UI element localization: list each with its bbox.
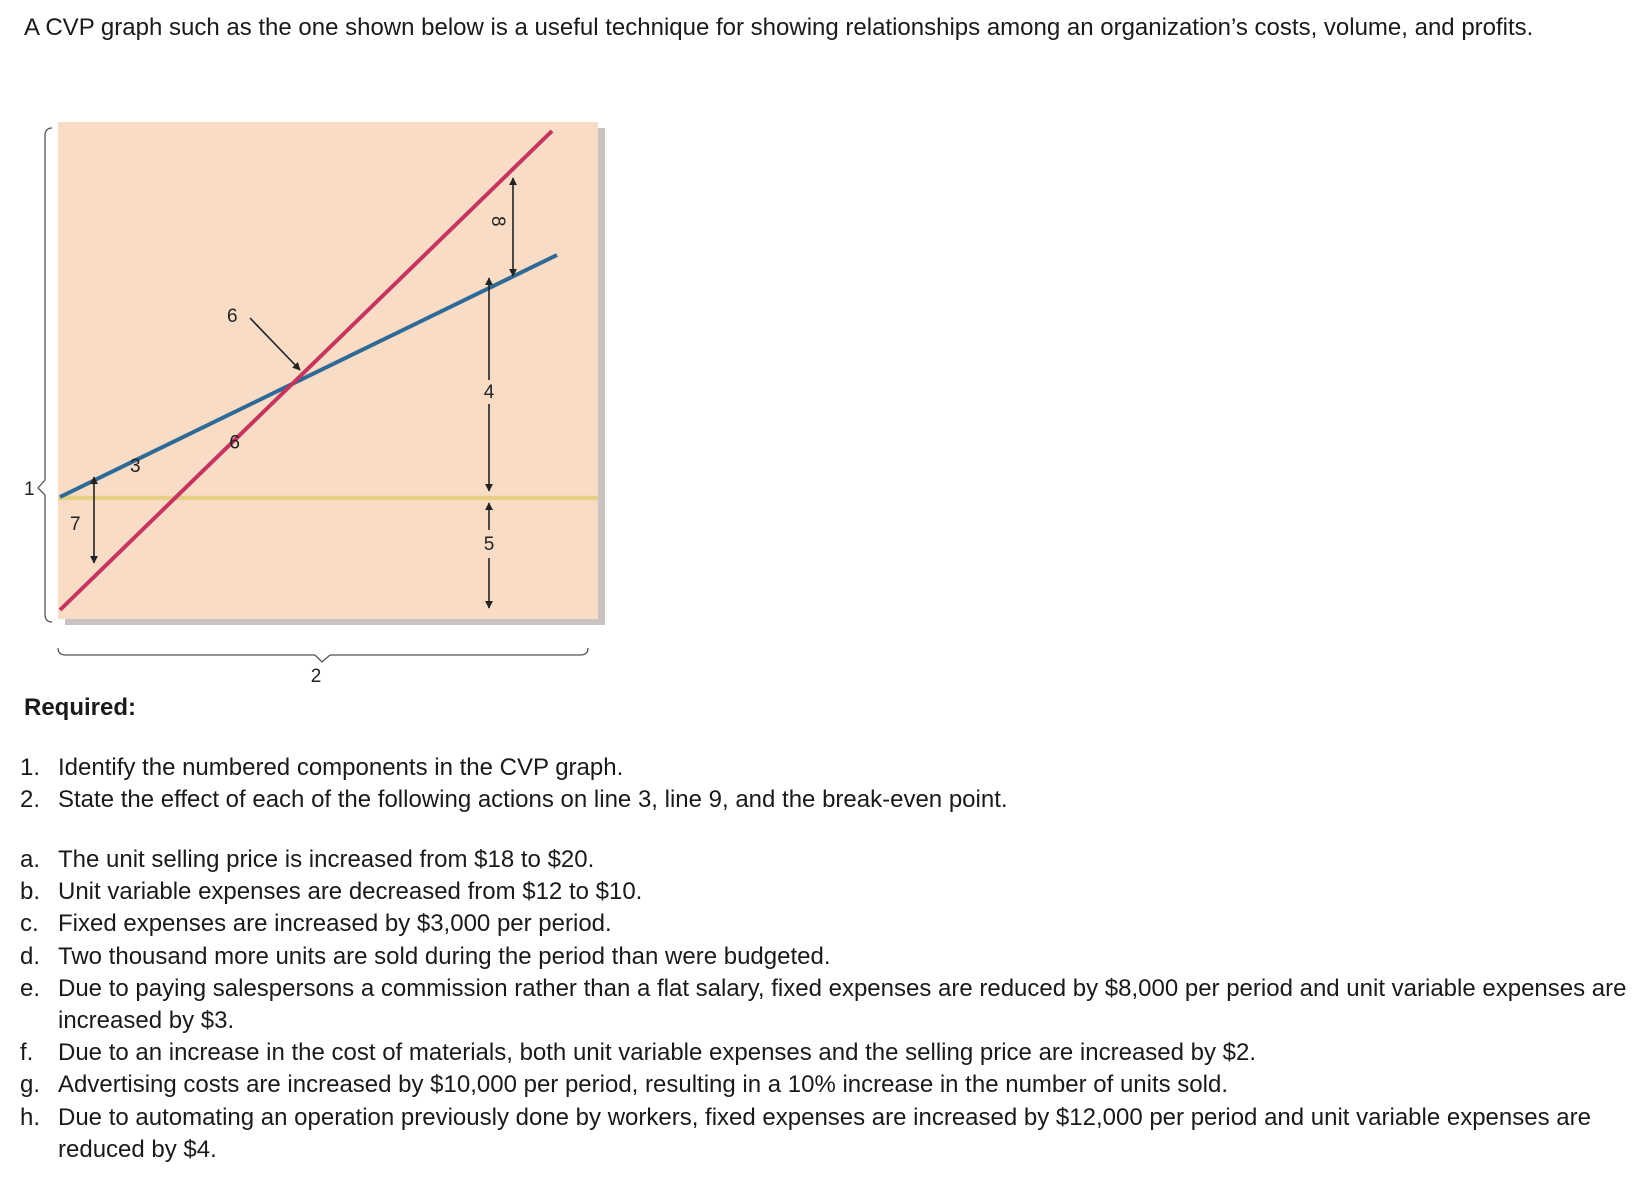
action-item-text: Due to paying salespersons a commission rather than a flat salary, fixed expenses are reduced by $8,000 per period and unit variable expenses are increased by $3.: [58, 974, 1627, 1035]
action-item-text: Due to automating an operation previously done by workers, fixed expenses are increased by $12,000 per period and unit variable expenses are reduced by $4.: [58, 1103, 1591, 1163]
action-item-marker: h.: [20, 1103, 41, 1131]
action-item-marker: c.: [20, 910, 39, 938]
label-2: 2: [310, 666, 322, 687]
required-item-text: State the effect of each of the following actions on line 3, line 9, and the break-even point.: [58, 786, 1008, 814]
action-item: [20, 1069, 1630, 1101]
action-item: [20, 844, 1630, 876]
action-item: [20, 941, 1630, 973]
action-item: [20, 876, 1630, 908]
label-4: 4: [483, 382, 495, 403]
required-item: [20, 784, 1620, 816]
action-item: [20, 1037, 1630, 1069]
label-6: 6: [227, 306, 238, 327]
label-1: 1: [24, 479, 35, 500]
action-item-marker: b.: [20, 878, 41, 906]
action-item: [20, 1102, 1630, 1166]
required-item: [20, 752, 1620, 784]
action-item: [20, 973, 1630, 1037]
action-item: [20, 908, 1630, 940]
required-item-marker: 2.: [20, 786, 41, 814]
action-item-text: Advertising costs are increased by $10,000 per period, resulting in a 10% increase in the number of units sold.: [58, 1071, 1228, 1099]
action-item-text: Due to an increase in the cost of materials, both unit variable expenses and the selling price are increased by $2.: [58, 1039, 1257, 1067]
cvp-graph-svg: [0, 110, 620, 690]
actions-list: [20, 844, 1630, 1166]
label-5: 5: [483, 534, 495, 555]
action-item-text: Fixed expenses are increased by $3,000 per period.: [58, 910, 612, 938]
label-9: 9: [229, 430, 240, 451]
required-item-marker: 1.: [20, 754, 41, 781]
action-item-marker: g.: [20, 1071, 41, 1099]
required-heading: Required:: [24, 694, 137, 721]
horizontal-axis-brace: [58, 648, 588, 662]
action-item-marker: a.: [20, 846, 41, 873]
cvp-graph: [0, 110, 620, 690]
vertical-axis-brace: [38, 128, 52, 622]
label-8: 8: [487, 216, 508, 227]
action-item-marker: d.: [20, 942, 41, 970]
action-item-marker: f.: [20, 1039, 34, 1067]
required-item-text: Identify the numbered components in the CVP graph.: [58, 754, 624, 781]
action-item-marker: e.: [20, 974, 41, 1002]
intro-paragraph: A CVP graph such as the one shown below is a useful technique for showing relationships among an organization’s costs, volume, and profits.: [24, 14, 1534, 41]
required-list: [20, 752, 1620, 816]
action-item-text: The unit selling price is increased from $18 to $20.: [58, 846, 595, 873]
action-item-text: Unit variable expenses are decreased from $12 to $10.: [58, 878, 643, 906]
label-7: 7: [70, 514, 81, 535]
action-item-text: Two thousand more units are sold during the period than were budgeted.: [58, 942, 831, 970]
label-3: 3: [130, 456, 141, 477]
graph-panel-background: [58, 122, 598, 619]
